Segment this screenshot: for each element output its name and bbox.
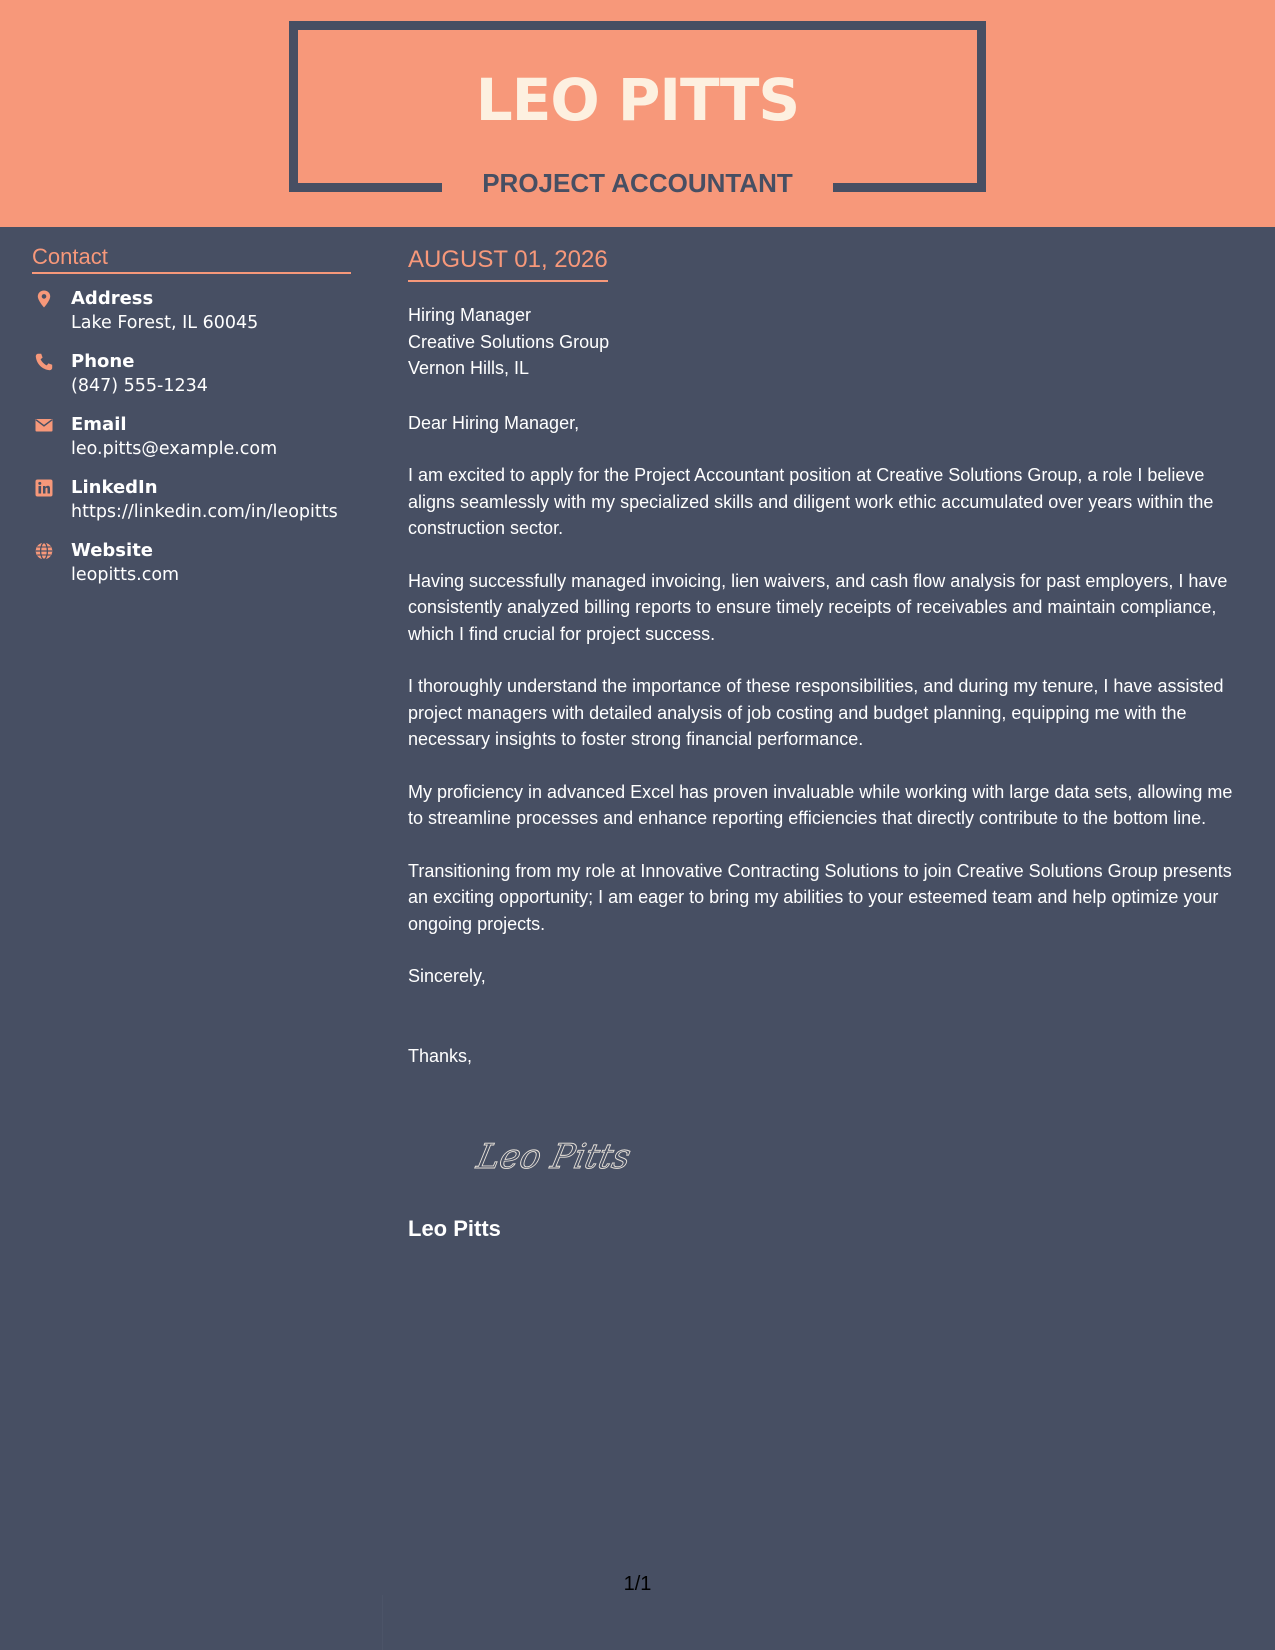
letter-paragraph: I am excited to apply for the Project Accountant position at Creative Solutions Group, a role I believe aligns seamlessly with my specialized skills and diligent work ethic accumulated over years within the construction sector. bbox=[408, 465, 1214, 538]
contact-value: leopitts.com bbox=[71, 565, 180, 585]
applicant-name: LEO PITTS bbox=[475, 66, 800, 134]
contact-value: leo.pitts@example.com bbox=[71, 439, 278, 459]
recipient-block bbox=[408, 302, 1248, 382]
contact-item-phone bbox=[32, 349, 351, 400]
letter-paragraph: Transitioning from my role at Innovative Contracting Solutions to join Creative Solutions Group presents an exciting opportunity; I am eager to bring my abilities to your esteemed team and help optimize your ongoing projects. bbox=[408, 860, 1232, 934]
letter-paragraph: My proficiency in advanced Excel has proven invaluable while working with large data sets, allowing me to streamline processes and enhance reporting efficiencies that directly contribute to the bottom line. bbox=[408, 781, 1233, 828]
contact-value: (847) 555-1234 bbox=[71, 376, 208, 396]
letter-body bbox=[408, 244, 1248, 1069]
globe-icon bbox=[35, 542, 53, 560]
letter-paragraph: Having successfully managed invoicing, lien waivers, and cash flow analysis for past employers, I have consistently analyzed billing reports to ensure timely receipts of receivables and maintain compliance, which I find crucial for project success. bbox=[408, 570, 1228, 644]
map-pin-icon bbox=[35, 290, 53, 308]
contact-item-address bbox=[32, 286, 351, 337]
linkedin-icon bbox=[35, 479, 53, 497]
recipient-line: Hiring Manager bbox=[408, 305, 532, 325]
recipient-line: Creative Solutions Group bbox=[408, 331, 610, 352]
contact-label: Email bbox=[71, 414, 127, 435]
contact-heading: Contact bbox=[32, 242, 351, 274]
column-divider bbox=[382, 1595, 383, 1650]
contact-item-linkedin bbox=[32, 475, 351, 526]
signed-name: Leo Pitts bbox=[408, 1216, 501, 1241]
contact-label: LinkedIn bbox=[71, 477, 158, 498]
contact-sidebar bbox=[32, 242, 351, 589]
phone-icon bbox=[35, 353, 53, 371]
job-title: PROJECT ACCOUNTANT bbox=[482, 168, 793, 198]
contact-label: Address bbox=[71, 288, 154, 309]
envelope-icon bbox=[35, 416, 53, 434]
contact-item-website bbox=[32, 538, 351, 589]
recipient-line: Vernon Hills, IL bbox=[408, 358, 530, 378]
closing: Sincerely, bbox=[408, 966, 486, 986]
handwritten-signature bbox=[460, 1128, 660, 1188]
thanks: Thanks, bbox=[408, 1045, 473, 1066]
contact-label: Website bbox=[71, 540, 154, 561]
contact-label: Phone bbox=[71, 351, 135, 372]
svg-text:Leo Pitts: Leo Pitts bbox=[473, 1137, 635, 1177]
salutation: Dear Hiring Manager, bbox=[408, 412, 580, 433]
header-banner bbox=[0, 0, 1275, 227]
letter-date: AUGUST 01, 2026 bbox=[408, 244, 608, 282]
contact-value: Lake Forest, IL 60045 bbox=[71, 313, 259, 333]
page-number: 1/1 bbox=[623, 1573, 652, 1595]
letter-paragraph: I thoroughly understand the importance of these responsibilities, and during my tenure, I have assisted project managers with detailed analysis of job costing and budget planning, equipping me with the necessary insights to foster strong financial performance. bbox=[408, 676, 1224, 749]
contact-value: https://linkedin.com/in/leopitts bbox=[71, 502, 338, 522]
contact-item-email bbox=[32, 412, 351, 463]
